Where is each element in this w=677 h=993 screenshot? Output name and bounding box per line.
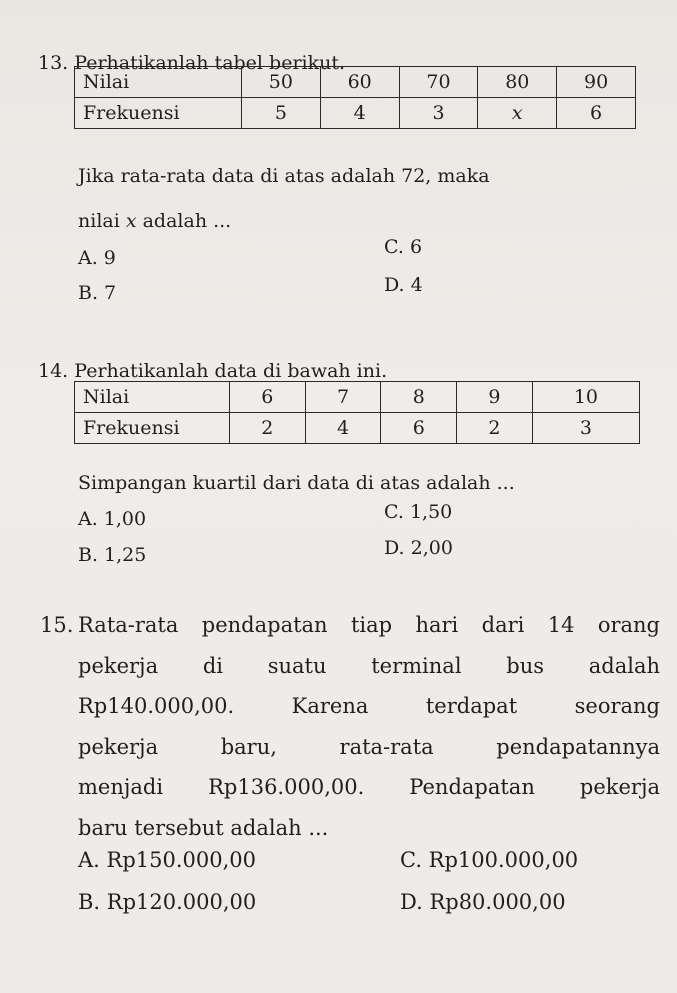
table-row-label: Nilai [75,67,242,98]
table-row [75,413,640,444]
table-cell: 6 [230,382,306,413]
q15-line: Rata-rata pendapatan tiap hari dari 14 orang [78,613,660,637]
table-row [75,98,636,129]
table-row-label: Frekuensi [75,413,230,444]
table-cell: 7 [305,382,381,413]
table-cell: 6 [557,98,636,129]
table-row-label: Nilai [75,382,230,413]
table-cell: 3 [399,98,478,129]
q13-option-d[interactable]: D. 4 [384,274,423,296]
q15-line: Rp140.000,00. Karena terdapat seorang [78,694,660,718]
table-cell: 8 [381,382,457,413]
q14-line1: Simpangan kuartil dari data di atas adalah ... [78,472,515,494]
q15-option-b[interactable]: B. Rp120.000,00 [78,890,257,914]
table-cell: 50 [242,67,321,98]
table-cell-variable: x [478,98,557,129]
table-cell: 60 [320,67,399,98]
table-cell: 9 [457,382,533,413]
table-cell: 4 [305,413,381,444]
q15-line: menjadi Rp136.000,00. Pendapatan pekerja [78,775,660,799]
table-cell: 4 [320,98,399,129]
q15-line: pekerja di suatu terminal bus adalah [78,653,660,678]
q14-prompt: Perhatikanlah data di bawah ini. [74,360,388,382]
q15-line: pekerja baru, rata-rata pendapatannya [78,734,660,759]
table-row [75,67,636,98]
q13-line1: Jika rata-rata data di atas adalah 72, maka [78,165,490,187]
q14-option-c[interactable]: C. 1,50 [384,501,453,523]
table-cell: 90 [557,67,636,98]
q14-option-d[interactable]: D. 2,00 [384,537,453,559]
q13-option-b[interactable]: B. 7 [78,282,117,304]
q13-line2-post: adalah ... [136,210,232,232]
q15-line: baru tersebut adalah ... [78,815,329,840]
table-cell: 80 [478,67,557,98]
q13-option-c[interactable]: C. 6 [384,236,423,258]
q15-text [40,605,660,848]
table-row-label: Frekuensi [75,98,242,129]
q14-number: 14. [38,360,69,382]
table-cell: 5 [242,98,321,129]
table-cell: 10 [532,382,639,413]
q14-table [74,381,640,444]
q13-line2 [78,210,231,233]
q15-number: 15. [40,613,74,637]
q13-line2-pre: nilai [78,210,126,232]
q14-option-b[interactable]: B. 1,25 [78,544,147,566]
q13-prompt: Perhatikanlah tabel berikut. [74,52,346,74]
table-cell: 70 [399,67,478,98]
table-cell: 6 [381,413,457,444]
table-cell: 2 [457,413,533,444]
q14-option-a[interactable]: A. 1,00 [78,508,147,530]
q15-option-c[interactable]: C. Rp100.000,00 [400,848,579,872]
q13-number: 13. [38,52,69,74]
q13-table [74,66,636,129]
q15-option-a[interactable]: A. Rp150.000,00 [78,848,257,872]
q13-option-a[interactable]: A. 9 [78,247,116,269]
table-row [75,382,640,413]
q14-heading [38,360,387,383]
table-cell: 2 [230,413,306,444]
q13-variable: x [125,210,137,232]
table-cell: 3 [532,413,639,444]
q15-option-d[interactable]: D. Rp80.000,00 [400,890,566,914]
